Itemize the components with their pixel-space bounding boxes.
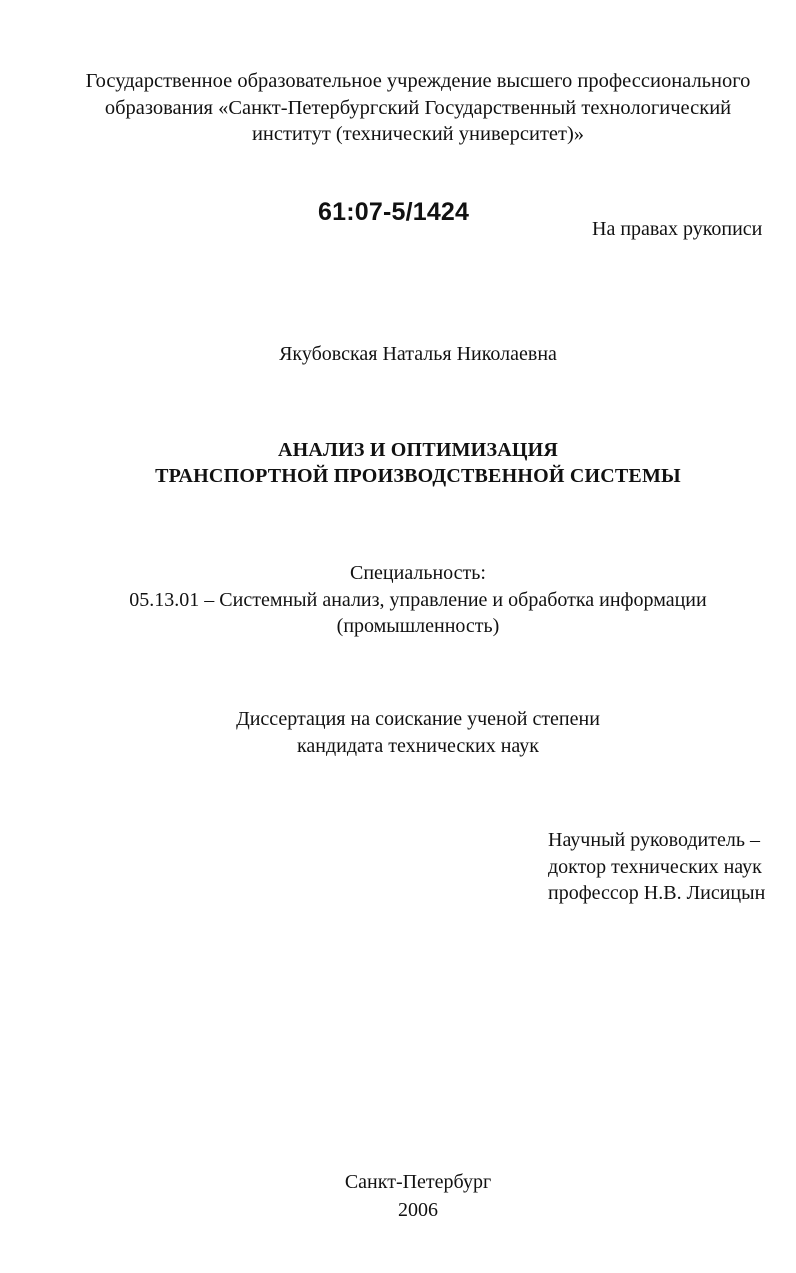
institution-line-3: институт (технический университет)» xyxy=(251,123,585,145)
specialty-block xyxy=(20,560,796,640)
institution-header xyxy=(20,68,796,148)
institution-line-1: Государственное образовательное учреждение высшего профессионального xyxy=(85,70,751,92)
publication-year: 2006 xyxy=(398,1199,438,1221)
place-city: Санкт-Петербург xyxy=(344,1171,492,1193)
place-year-block xyxy=(20,1168,796,1224)
supervisor-line-3: профессор Н.В. Лисицын xyxy=(548,882,766,904)
supervisor-line-1: Научный руководитель – xyxy=(548,829,760,851)
manuscript-rights-note: На правах рукописи xyxy=(592,218,763,240)
degree-block xyxy=(20,706,796,759)
supervisor-line-2: доктор технических наук xyxy=(548,855,762,878)
specialty-label: Специальность: xyxy=(350,562,486,584)
institution-line-2: образования «Санкт-Петербургский Государственный технологический xyxy=(104,96,732,119)
author-name: Якубовская Наталья Николаевна xyxy=(279,343,557,365)
thesis-title-line-1: АНАЛИЗ И ОПТИМИЗАЦИЯ xyxy=(277,439,558,461)
thesis-title xyxy=(20,437,796,489)
degree-line-1: Диссертация на соискание ученой степени xyxy=(236,708,600,730)
specialty-code-line: 05.13.01 – Системный анализ, управление и обработка информации xyxy=(129,588,707,611)
catalog-number-stamp: 61:07-5/1424 xyxy=(318,198,470,226)
thesis-title-line-2: ТРАНСПОРТНОЙ ПРОИЗВОДСТВЕННОЙ СИСТЕМЫ xyxy=(155,465,681,487)
degree-line-2: кандидата технических наук xyxy=(296,734,540,757)
supervisor-block xyxy=(548,827,765,907)
specialty-field: (промышленность) xyxy=(336,615,500,637)
